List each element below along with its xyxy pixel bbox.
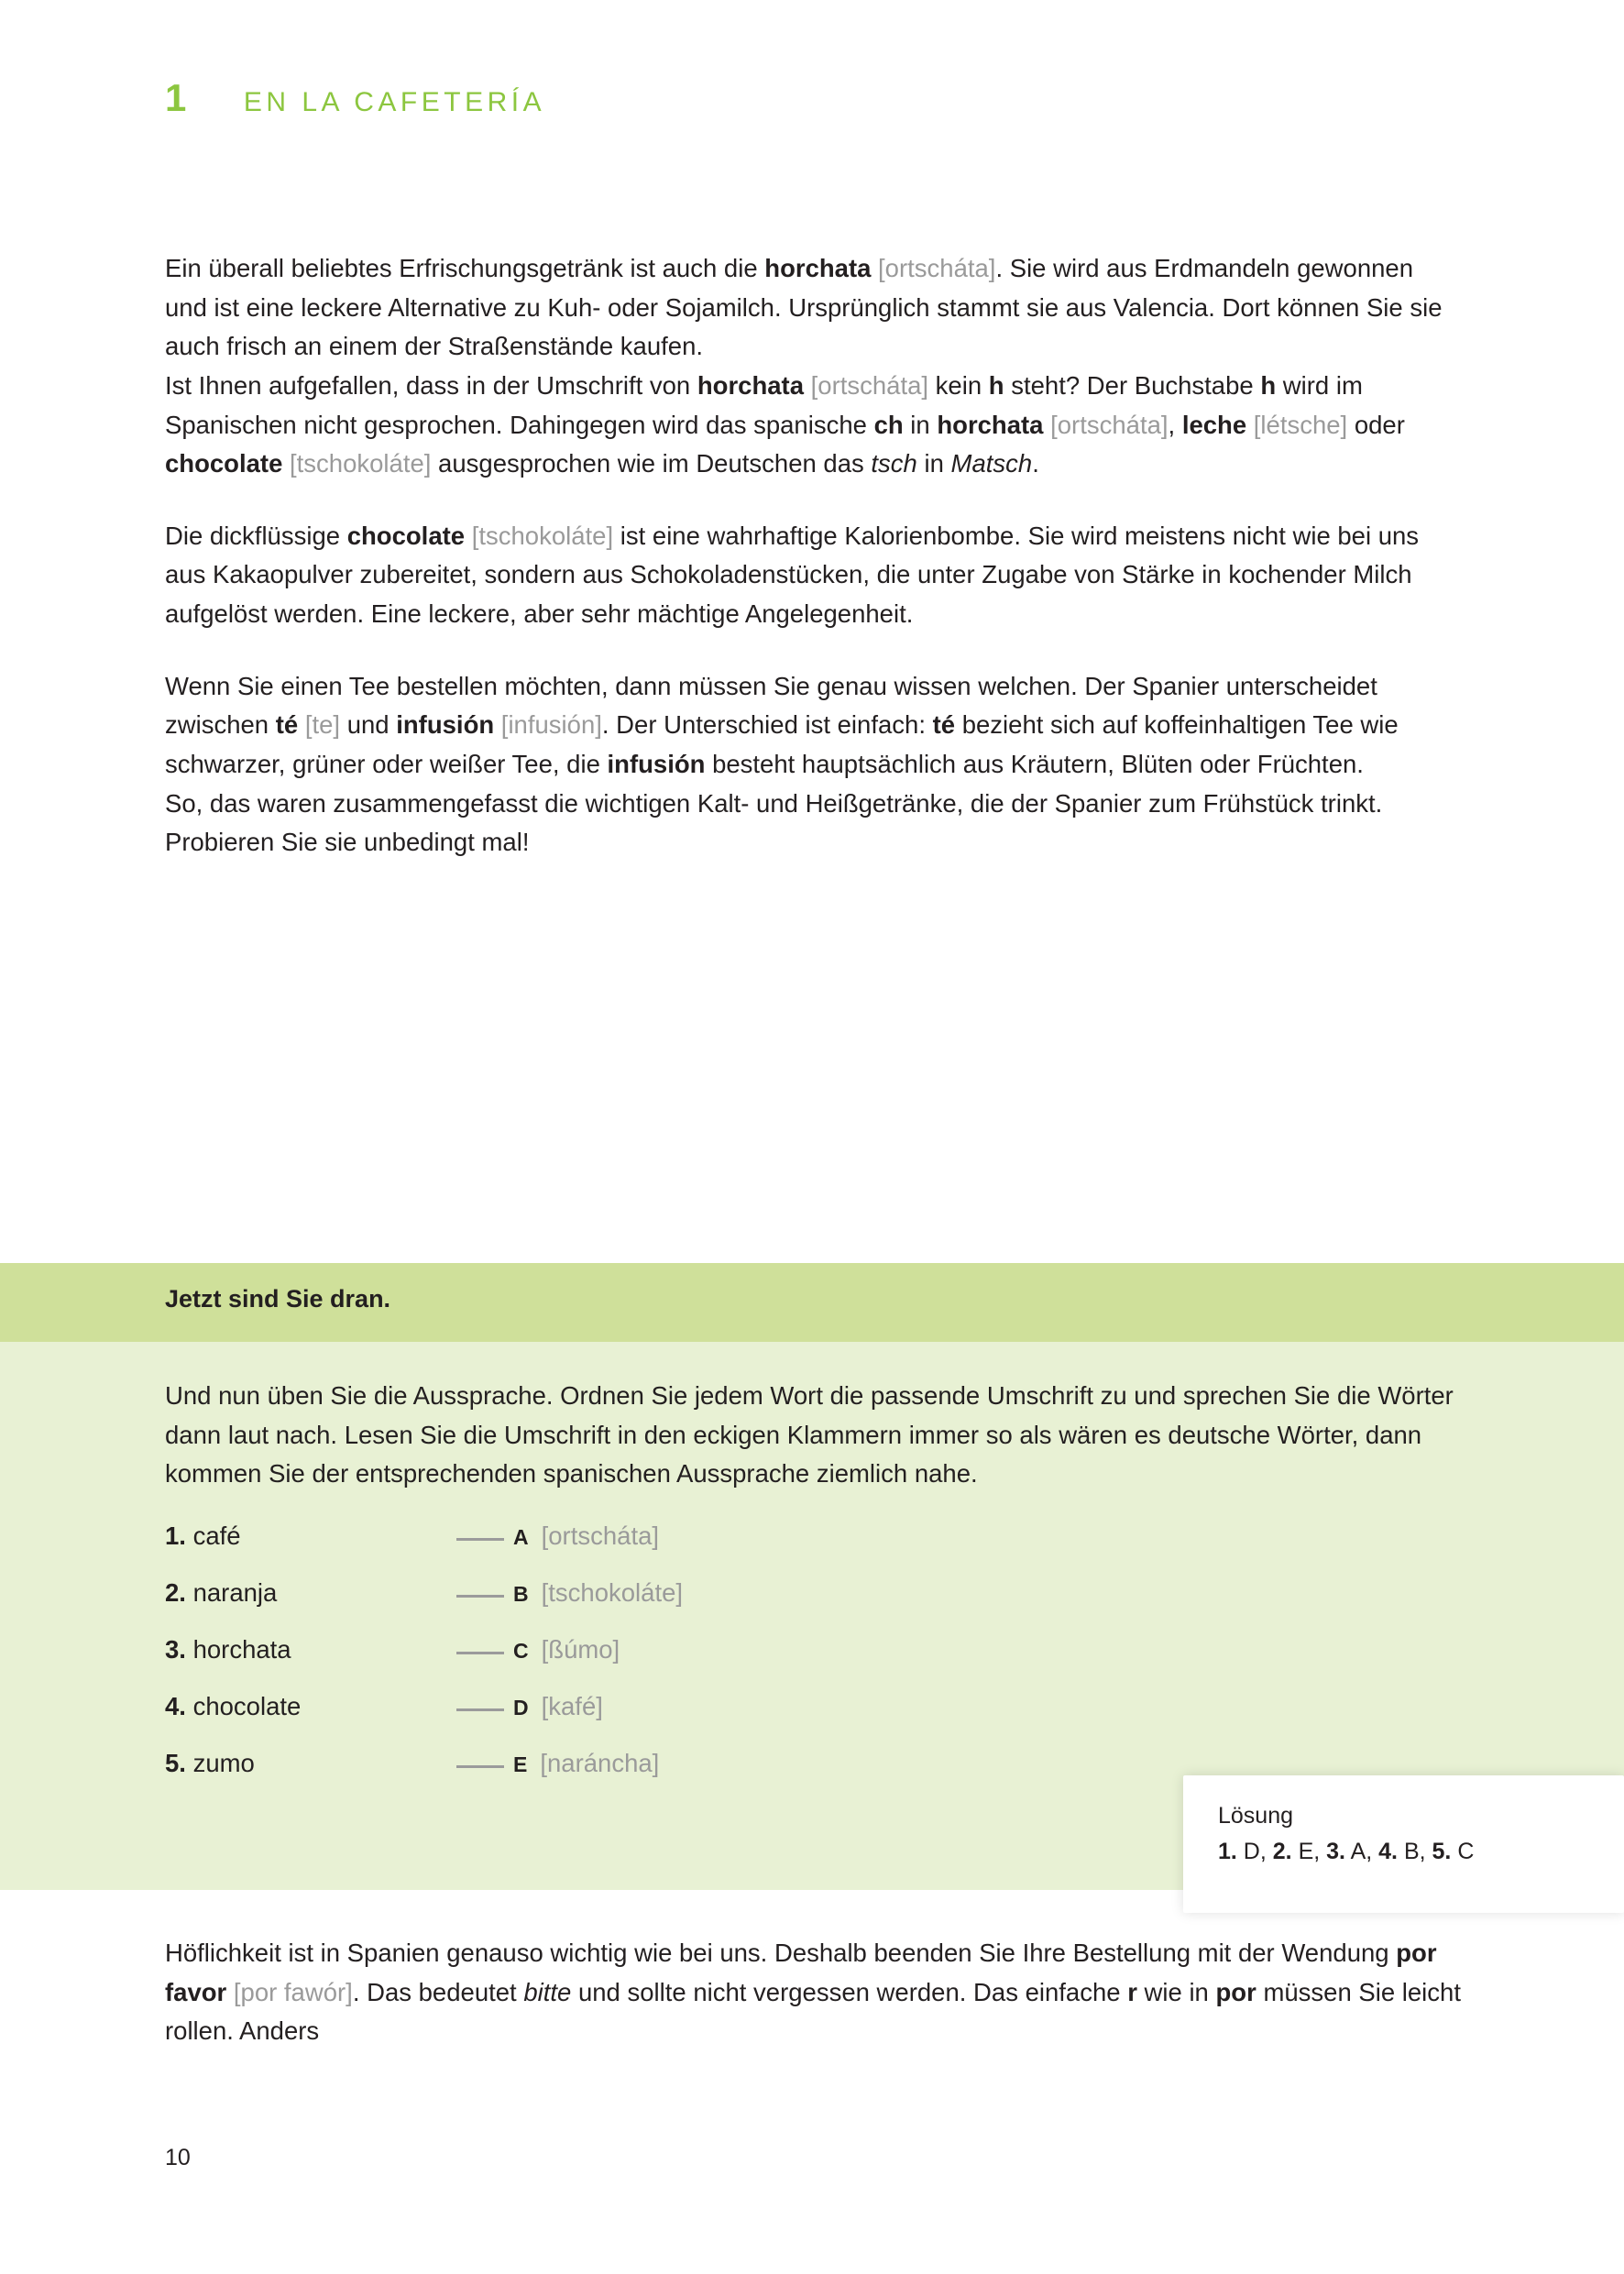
p2-phonetic-1: [tschokoláte] [465,521,614,550]
p3-text-2: und [340,710,397,740]
option-transcription: [ortscháta] [541,1521,660,1550]
item-word: horchata [192,1634,291,1664]
option-transcription: [naráncha] [540,1748,660,1777]
list-item[interactable] [165,1635,1485,1692]
p3-phonetic-1: [te] [298,710,341,740]
p4-text-2: . Das bedeutet [352,1977,524,2006]
solution-box [1183,1775,1624,1913]
p1-text-2: . Sie wird aus Erdmandeln gewonnen und ist eine leckere Alternative zu Kuh- oder Sojamilch. Ursprünglich stammt sie aus Valencia. Dort können Sie sie auch frisch an einem der Straßenstände kaufen. [165,254,1443,361]
p3-bold-infusion-2: infusión [607,749,706,778]
solution-ans-5: C [1451,1839,1475,1864]
match-word [165,1635,456,1664]
answer-blank[interactable] [456,1765,504,1768]
p3-phonetic-2: [infusión] [494,710,602,740]
p3-text-5: besteht hauptsächlich aus Kräutern, Blüten oder Früchten. [705,749,1364,778]
p4-bold-r: r [1127,1977,1137,2006]
paragraph-4 [165,1934,1485,2051]
item-number: 1. [165,1521,186,1550]
paragraph-1 [165,249,1457,484]
option-letter: B [513,1581,529,1606]
chapter-title: EN LA CAFETERÍA [243,87,546,117]
p1-bold-h-2: h [1260,370,1277,400]
exercise-band-label: Jetzt sind Sie dran. [165,1285,391,1313]
option-letter: E [513,1752,528,1776]
p4-text-3: und sollte nicht vergessen werden. Das einfache [571,1977,1128,2006]
p4-italic-bitte: bitte [523,1977,572,2006]
item-number: 2. [165,1577,186,1607]
p1-text-10: ausgesprochen wie im Deutschen das [431,449,872,478]
option-transcription: [ßúmo] [541,1634,620,1664]
p1-italic-tsch: tsch [871,449,917,478]
p1-bold-horchata-3: horchata [937,410,1044,439]
p3-text-6: So, das waren zusammengefasst die wichtigen Kalt- und Heißgetränke, die der Spanier zum Frühstück trinkt. Probieren Sie sie unbedingt mal! [165,788,1383,857]
p3-text-3: . Der Unterschied ist einfach: [601,710,933,740]
paragraph-2 [165,517,1457,634]
p3-bold-te-2: té [932,710,956,740]
matching-exercise-list [165,1521,1485,1806]
page-number: 10 [165,2145,191,2170]
p1-text-4: kein [928,370,989,400]
p4-bold-por: por [1215,1977,1256,2006]
p1-text-1: Ein überall beliebtes Erfrischungsgetränk ist auch die [165,254,765,282]
list-item[interactable] [165,1578,1485,1635]
p1-text-8: , [1168,410,1182,439]
p4-text-5: müssen Sie leicht rollen. Anders [165,1977,1461,2046]
p2-bold-chocolate: chocolate [346,521,466,550]
p4-bold-porfavor: por favor [165,1939,1437,2006]
item-word: naranja [192,1577,278,1607]
solution-ans-3: A, [1345,1839,1379,1864]
exercise-band [0,1263,1624,1342]
p1-text-3: Ist Ihnen aufgefallen, dass in der Umschrift von [165,370,697,400]
option-letter: C [513,1638,529,1663]
p2-text-2: ist eine wahrhaftige Kalorienbombe. Sie wird meistens nicht wie bei uns aus Kakaopulver zubereitet, sondern aus Schokoladenstücken, die unter Zugabe von Stärke in kochender Milch aufgelöst werden. Eine leckere, aber sehr mächtige Angelegenheit. [165,521,1420,628]
p1-bold-ch: ch [873,410,904,439]
main-content [165,249,1466,862]
solution-ans-2: E, [1291,1839,1327,1864]
p1-text-9: oder [1347,410,1405,439]
p4-text-4: wie in [1136,1977,1216,2006]
solution-answers [1218,1839,1606,1865]
item-number: 5. [165,1748,186,1777]
p3-text-4: bezieht sich auf koffeinhaltigen Tee wie schwarzer, grüner oder weißer Tee, die [165,710,1399,778]
solution-num-2: 2. [1272,1839,1292,1864]
answer-blank[interactable] [456,1652,504,1654]
p3-bold-te-1: té [275,710,299,740]
option-transcription: [kafé] [541,1691,603,1720]
item-number: 3. [165,1634,186,1664]
solution-num-1: 1. [1218,1839,1237,1864]
match-word [165,1521,456,1551]
p1-phonetic-1: [ortscháta] [871,254,996,282]
paragraph-3 [165,667,1457,862]
p1-italic-matsch: Matsch [950,449,1033,478]
solution-ans-1: D, [1236,1839,1273,1864]
answer-blank[interactable] [456,1708,504,1711]
p2-text-1: Die dickflüssige [165,521,347,550]
exercise-instructions: Und nun üben Sie die Aussprache. Ordnen Sie jedem Wort die passende Umschrift zu und sprechen Sie die Wörter dann laut nach. Lesen Sie die Umschrift in den eckigen Klammern immer so als wären es deutsche Wörter, dann kommen Sie der entsprechenden spanischen Aussprache ziemlich nahe. [165,1381,1454,1489]
p1-bold-chocolate: chocolate [165,449,283,478]
p1-text-11: in [916,449,951,478]
p1-text-12: . [1032,449,1039,478]
p4-text-1: Höflichkeit ist in Spanien genauso wichtig wie bei uns. Deshalb beenden Sie Ihre Bestellung mit der Wendung [165,1939,1397,1967]
solution-num-3: 3. [1326,1839,1345,1864]
p1-phonetic-5: [tschokoláte] [282,449,432,478]
p1-bold-leche: leche [1181,410,1247,439]
p1-phonetic-4: [létsche] [1246,410,1348,439]
option-letter: D [513,1695,529,1719]
p1-bold-h-1: h [988,370,1004,400]
item-word: café [192,1521,241,1550]
p1-bold-horchata-2: horchata [697,370,804,400]
p1-text-5: steht? Der Buchstabe [1004,370,1261,400]
solution-ans-4: B, [1398,1839,1432,1864]
solution-num-4: 4. [1378,1839,1398,1864]
page-header [165,76,546,119]
answer-blank[interactable] [456,1595,504,1598]
p1-phonetic-2: [ortscháta] [804,370,929,400]
solution-title: Lösung [1218,1803,1294,1829]
answer-blank[interactable] [456,1538,504,1541]
match-word [165,1578,456,1608]
match-word [165,1749,456,1778]
item-number: 4. [165,1691,186,1720]
p4-phonetic-1: [por fawór] [226,1977,353,2006]
list-item[interactable] [165,1692,1485,1749]
solution-num-5: 5. [1432,1839,1452,1864]
p1-text-6: wird im Spanischen nicht gesprochen. Dahingegen wird das spanische [165,370,1363,439]
option-letter: A [513,1524,529,1549]
p1-phonetic-3: [ortscháta] [1043,410,1169,439]
option-transcription: [tschokoláte] [541,1577,684,1607]
match-word [165,1692,456,1721]
p1-text-7: in [903,410,938,439]
list-item[interactable] [165,1521,1485,1578]
chapter-number: 1 [165,76,187,119]
p3-text-1: Wenn Sie einen Tee bestellen möchten, dann müssen Sie genau wissen welchen. Der Spanier unterscheidet zwischen [165,671,1377,740]
item-word: zumo [192,1748,255,1777]
p3-bold-infusion-1: infusión [396,710,495,740]
item-word: chocolate [192,1691,302,1720]
p1-bold-horchata: horchata [764,254,872,282]
